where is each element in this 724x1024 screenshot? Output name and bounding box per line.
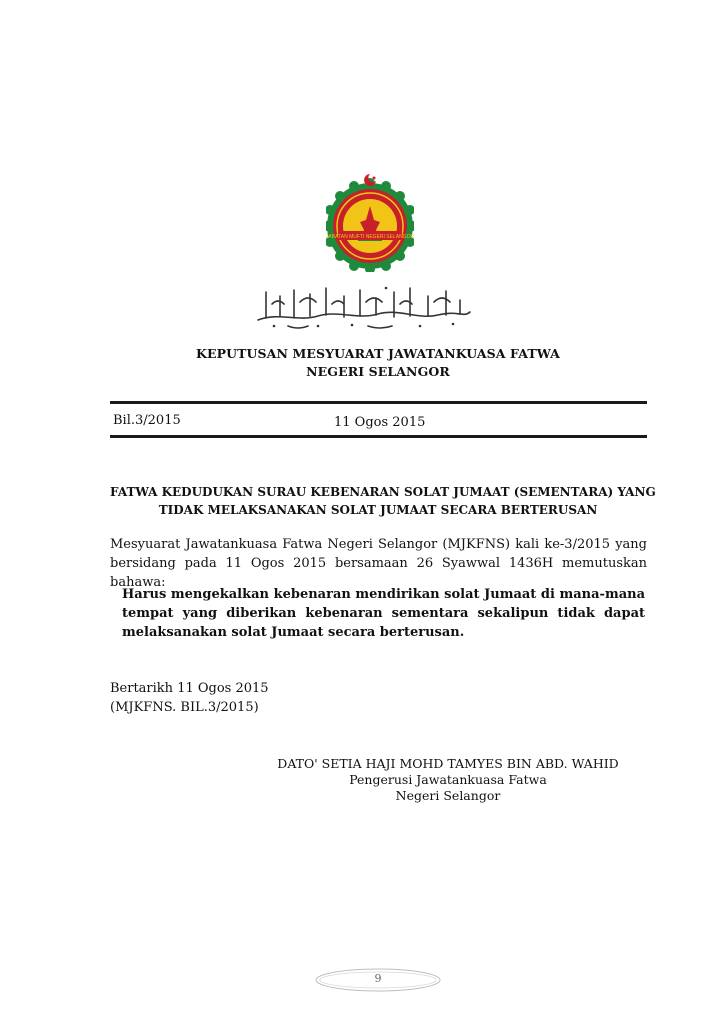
intro-paragraph	[110, 535, 647, 592]
fatwa-heading-line-1: FATWA KEDUDUKAN SURAU KEBENARAN SOLAT JUMAAT (SEMENTARA) YANG	[110, 485, 656, 499]
dated-block	[110, 679, 269, 717]
decision-line-2: tempat yang diberikan kebenaran sementara sekalipun tidak dapat	[122, 606, 645, 621]
signatory-state: Negeri Selangor	[395, 788, 501, 803]
dated-reference: (MJKFNS. BIL.3/2015)	[110, 700, 259, 715]
page-number-badge	[313, 966, 443, 994]
signatory-name: DATO' SETIA HAJI MOHD TAMYES BIN ABD. WAHID	[277, 756, 619, 771]
top-divider	[110, 401, 647, 404]
dated-line: Bertarikh 11 Ogos 2015	[110, 681, 269, 696]
bottom-divider	[110, 435, 647, 438]
signatory-title: Pengerusi Jawatankuasa Fatwa	[349, 772, 547, 787]
decision-line-3: melaksanakan solat Jumaat secara berterusan.	[122, 625, 465, 640]
title-line-2: NEGERI SELANGOR	[306, 364, 450, 379]
intro-line-2: bersidang pada 11 Ogos 2015 bersamaan 26 Syawwal 1436H memutuskan bahawa:	[110, 556, 647, 590]
selangor-mufti-crest-icon	[326, 172, 414, 272]
fatwa-heading	[110, 483, 656, 519]
decision-line-1: Harus mengekalkan kebenaran mendirikan solat Jumaat di mana-mana	[122, 587, 645, 602]
jawi-calligraphy-icon	[248, 282, 478, 332]
reference-date: 11 Ogos 2015	[334, 415, 426, 430]
decision-paragraph	[122, 585, 645, 642]
reference-number: Bil.3/2015	[113, 413, 181, 428]
title-line-1: KEPUTUSAN MESYUARAT JAWATANKUASA FATWA	[196, 346, 560, 361]
fatwa-heading-line-2: TIDAK MELAKSANAKAN SOLAT JUMAAT SECARA BERTERUSAN	[158, 503, 598, 517]
intro-line-1: Mesyuarat Jawatankuasa Fatwa Negeri Selangor (MJKFNS) kali ke-3/2015 yang	[110, 537, 647, 552]
document-title	[110, 345, 646, 381]
crest-banner-text: JABATAN MUFTI NEGERI SELANGOR	[326, 234, 414, 240]
signatory-block	[248, 756, 648, 804]
page-number: 9	[374, 972, 382, 985]
